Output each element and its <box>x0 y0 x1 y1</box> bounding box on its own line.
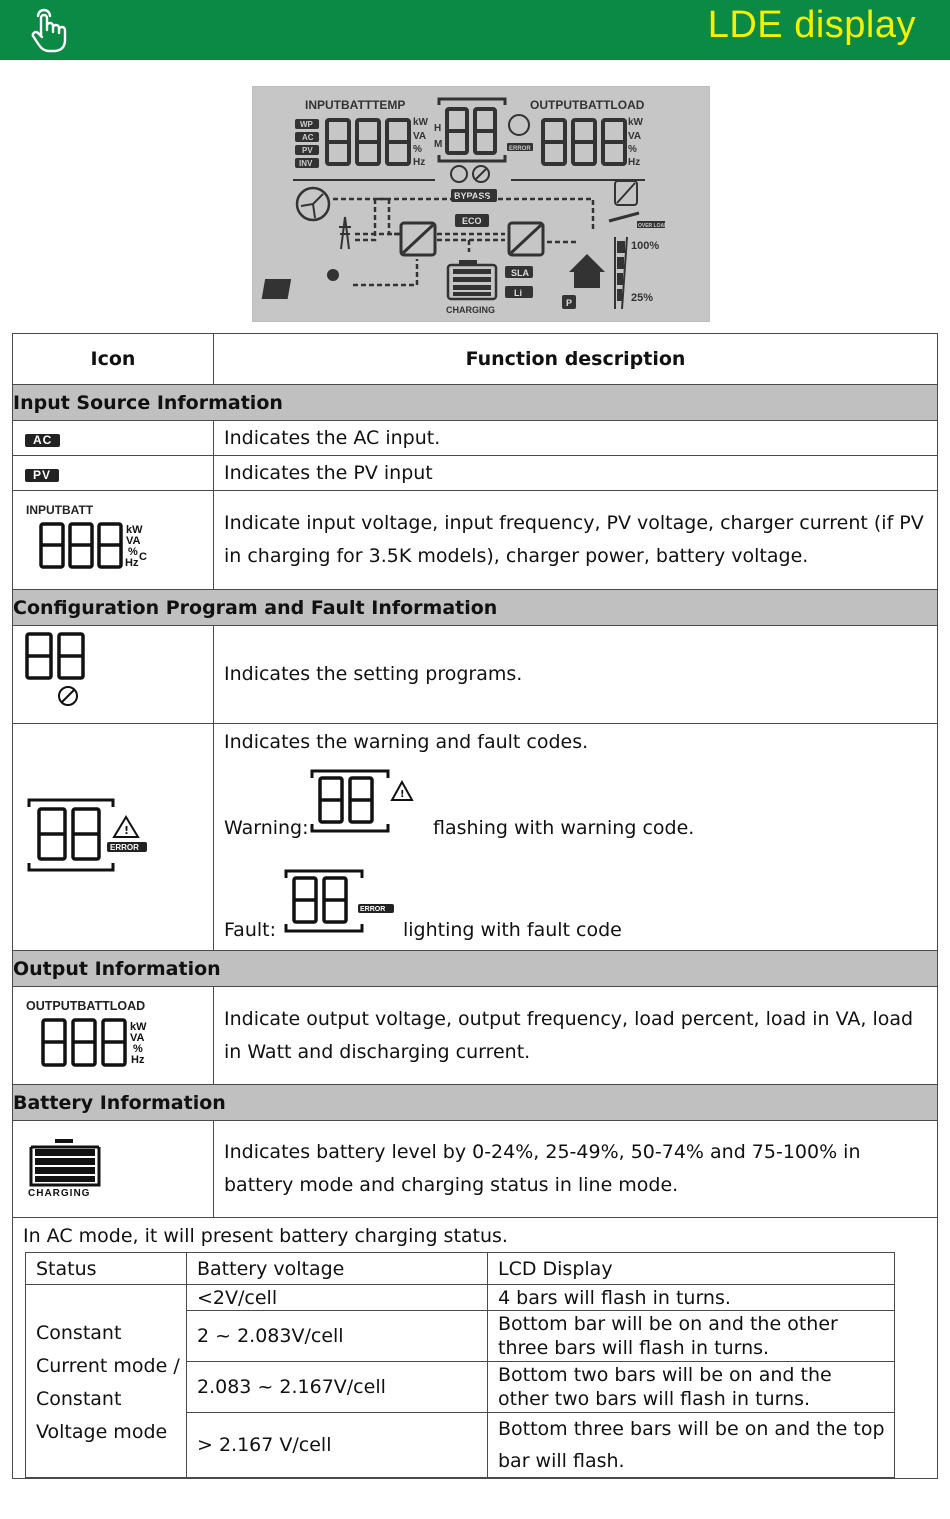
svg-text:M: M <box>434 139 443 150</box>
svg-text:VA: VA <box>413 131 427 142</box>
svg-text:ERROR: ERROR <box>110 843 139 852</box>
warning-fault-intro: Indicates the warning and fault codes. <box>224 731 589 753</box>
desc-input-readings: Indicate input voltage, input frequency, PV voltage, charger current (if PV in charging for 3.5K models), charger power, battery voltage. <box>214 491 938 590</box>
desc-output-readings: Indicate output voltage, output frequency, load percent, load in VA, load in Watt and discharging current. <box>214 987 938 1085</box>
svg-text:Hz: Hz <box>131 1053 145 1066</box>
svg-text:ERROR: ERROR <box>509 146 531 152</box>
clock-icon <box>451 166 467 182</box>
desc-setting-programs: Indicates the setting programs. <box>214 626 938 724</box>
fault-label: Fault: <box>224 919 276 941</box>
col-battery-voltage: Battery voltage <box>187 1253 488 1285</box>
svg-text:INV: INV <box>299 159 313 168</box>
house-icon <box>569 254 605 288</box>
svg-text:VA: VA <box>126 535 141 547</box>
lcd-cell: Bottom bar will be on and the other three bars will flash in turns. <box>488 1311 895 1362</box>
svg-text:AC: AC <box>302 133 314 142</box>
section-title-battery: Battery Information <box>13 1085 938 1121</box>
desc-pv-input: Indicates the PV input <box>214 456 938 491</box>
header-banner <box>0 0 950 60</box>
warning-text: flashing with warning code. <box>433 817 695 839</box>
warning-code-display-icon <box>310 768 430 834</box>
function-table <box>12 333 938 1479</box>
charging-status-table <box>25 1252 895 1478</box>
column-header-description: Function description <box>214 334 938 385</box>
svg-text:H: H <box>434 123 442 134</box>
svg-text:kW: kW <box>126 524 143 536</box>
svg-text:25%: 25% <box>631 292 654 304</box>
voltage-cell: 2.083 ~ 2.167V/cell <box>187 1362 488 1413</box>
svg-text:OUTPUTBATTLOAD: OUTPUTBATTLOAD <box>26 998 146 1013</box>
desc-warning-fault <box>214 724 938 951</box>
svg-text:BYPASS: BYPASS <box>454 191 491 201</box>
svg-text:!: ! <box>400 789 405 800</box>
svg-text:kW: kW <box>130 1020 147 1033</box>
svg-text:!: ! <box>124 824 130 837</box>
battery-icon <box>448 260 496 299</box>
svg-text:Hz: Hz <box>413 157 426 168</box>
lcd-output-label: OUTPUTBATTLOAD <box>530 98 645 112</box>
section-title-input-source: Input Source Information <box>13 385 938 421</box>
desc-battery-level: Indicates battery level by 0-24%, 25-49%, 50-74% and 75-100% in battery mode and charging status in line mode. <box>214 1121 938 1218</box>
lcd-input-tags <box>295 119 319 168</box>
svg-text:kW: kW <box>413 117 428 128</box>
lcd-input-label: INPUTBATTTEMP <box>305 98 406 112</box>
warning-label: Warning: <box>224 817 309 839</box>
output-batt-load-display-icon <box>25 996 185 1072</box>
svg-text:INPUTBATT: INPUTBATT <box>26 503 94 517</box>
error-code-display-icon <box>25 795 155 875</box>
fault-code-display-icon <box>284 866 404 936</box>
svg-text:P: P <box>566 298 573 308</box>
voltage-cell: > 2.167 V/cell <box>187 1413 488 1478</box>
svg-text:kW: kW <box>628 117 643 128</box>
svg-text:VA: VA <box>628 131 642 142</box>
svg-text:SLA: SLA <box>511 268 529 278</box>
ac-tag-icon: AC <box>25 434 60 447</box>
page-title: LDE display <box>707 4 916 46</box>
svg-text:CHARGING: CHARGING <box>28 1188 91 1199</box>
lcd-panel-image <box>252 86 710 322</box>
voltage-cell: 2 ~ 2.083V/cell <box>187 1311 488 1362</box>
lcd-cell: Bottom three bars will be on and the top bar will flash. <box>488 1413 895 1478</box>
pointing-hand-icon <box>26 8 70 54</box>
svg-text:%: % <box>133 1042 143 1055</box>
col-status: Status <box>26 1253 187 1285</box>
svg-text:100%: 100% <box>631 240 660 252</box>
svg-text:PV: PV <box>302 146 313 155</box>
fault-text: lighting with fault code <box>403 919 622 941</box>
svg-text:VA: VA <box>130 1031 145 1044</box>
svg-text:Hz: Hz <box>125 557 139 569</box>
lcd-cell: 4 bars will flash in turns. <box>488 1285 895 1311</box>
svg-text:%: % <box>628 144 637 155</box>
sad-face-icon <box>509 115 529 135</box>
setting-program-display-icon <box>25 630 105 716</box>
svg-text:Li: Li <box>514 288 522 298</box>
pv-tag-icon: PV <box>25 469 59 482</box>
ac-mode-note: In AC mode, it will present battery charging status. <box>23 1225 508 1247</box>
desc-ac-input: Indicates the AC input. <box>214 421 938 456</box>
svg-text:ERROR: ERROR <box>360 906 386 913</box>
svg-text:WP: WP <box>300 120 313 129</box>
svg-text:Hz: Hz <box>628 157 641 168</box>
svg-text:C: C <box>139 551 147 563</box>
battery-charging-icon <box>25 1135 125 1199</box>
input-batt-display-icon <box>25 502 175 574</box>
svg-text:%: % <box>413 144 422 155</box>
voltage-cell: <2V/cell <box>187 1285 488 1311</box>
lcd-cell: Bottom two bars will be on and the other two bars will flash in turns. <box>488 1362 895 1413</box>
power-tower-icon <box>339 217 351 249</box>
solar-panel-icon <box>262 279 292 299</box>
lcd-input-digits <box>327 120 409 164</box>
svg-text:CHARGING: CHARGING <box>446 305 495 315</box>
svg-text:ECO: ECO <box>462 216 482 226</box>
status-cell: Constant Current mode / Constant Voltage mode <box>26 1285 187 1478</box>
section-title-output: Output Information <box>13 951 938 987</box>
svg-text:%: % <box>128 546 138 558</box>
overload-seesaw-icon <box>609 213 639 221</box>
col-lcd-display: LCD Display <box>488 1253 895 1285</box>
section-title-config-fault: Configuration Program and Fault Information <box>13 590 938 626</box>
svg-text:OVER LOAD: OVER LOAD <box>638 223 668 229</box>
column-header-icon: Icon <box>13 334 214 385</box>
lcd-output-digits <box>543 120 625 164</box>
